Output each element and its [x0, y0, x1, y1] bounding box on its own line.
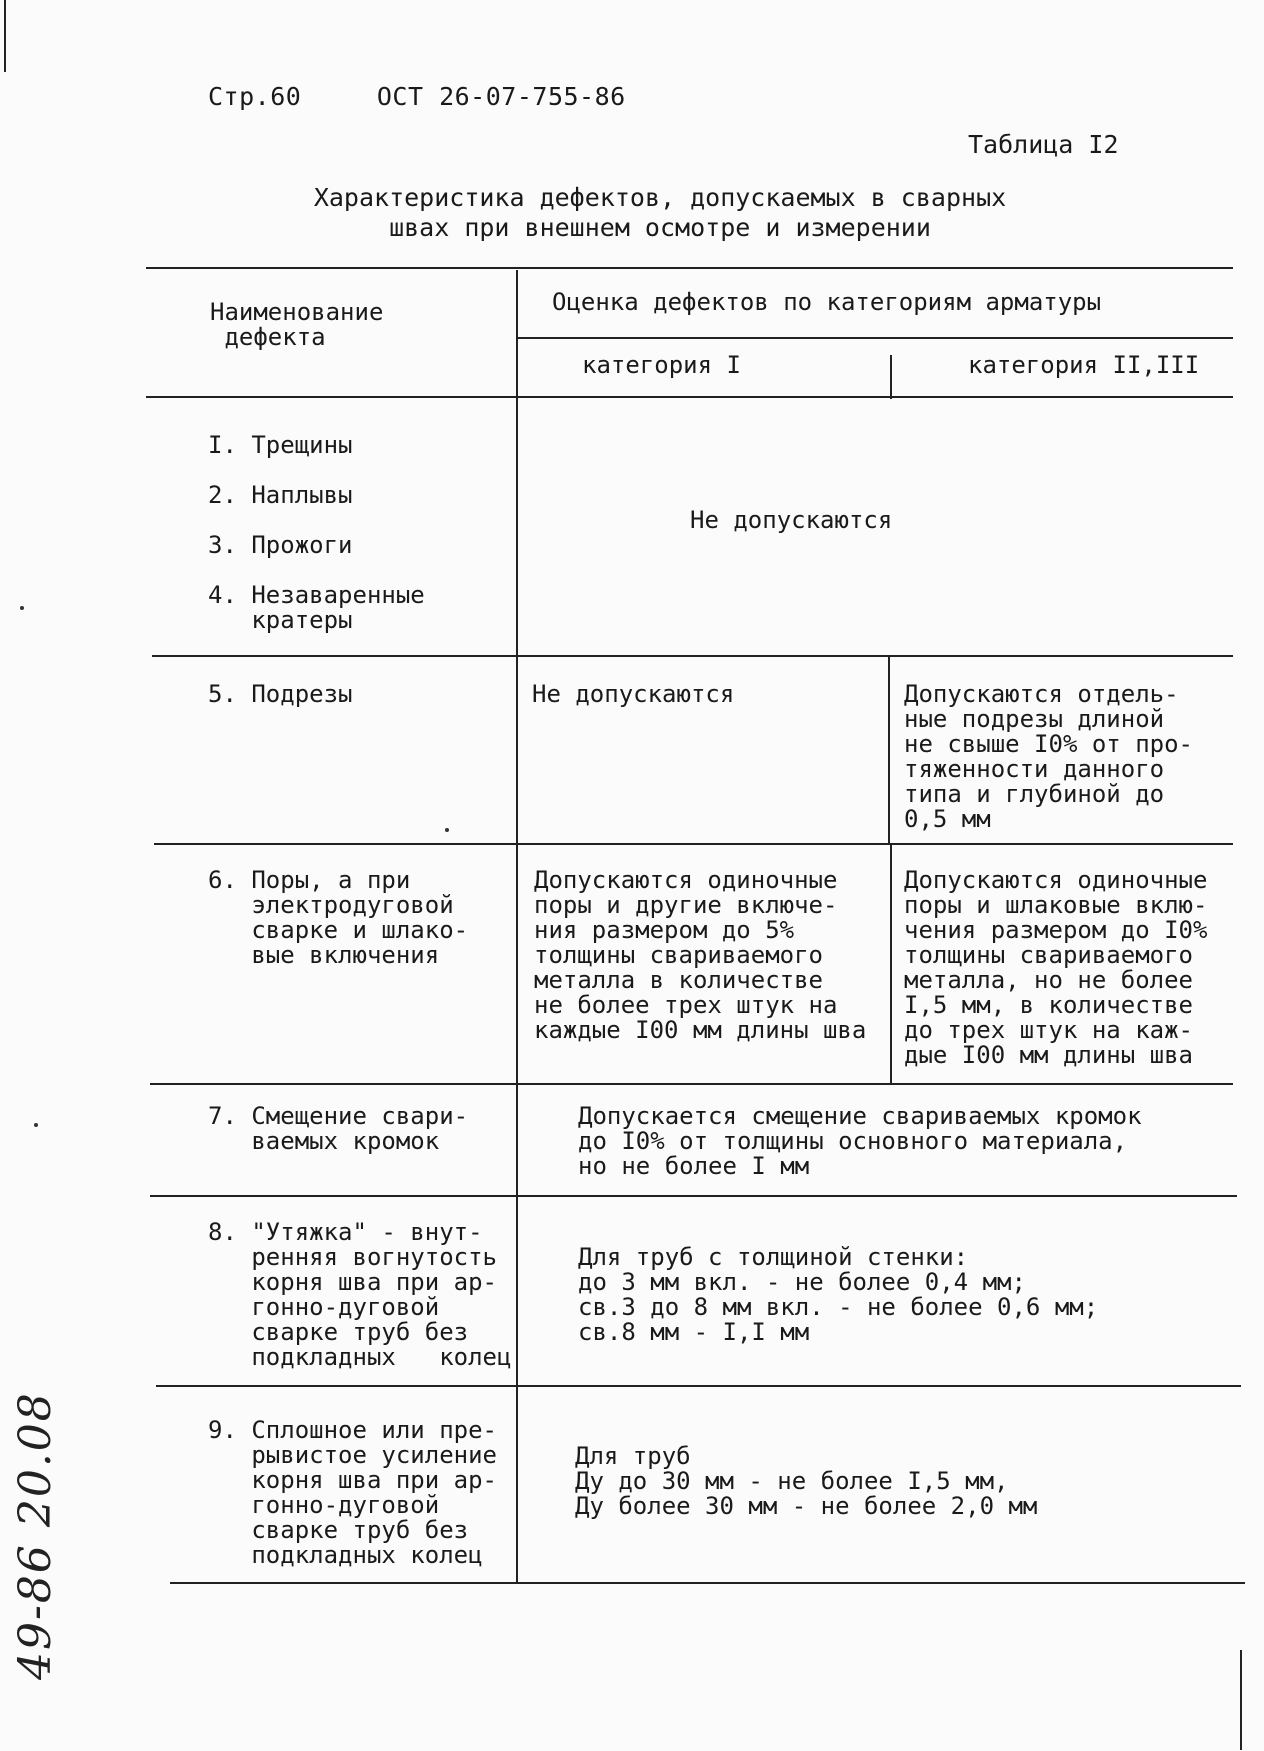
row-rule-4 — [150, 1195, 1237, 1197]
row-1-4-name: I. Трещины 2. Наплывы 3. Прожоги 4. Незаваренные кратеры — [208, 431, 425, 634]
row-6-category-2-3: Допускаются одиночные поры и шлаковые вклю- чения размером до I0% толщины свариваемого металла, но не более I,5 мм, в количестве до трех штук на каж- дые I00 мм длины шва — [904, 866, 1208, 1069]
scan-speck — [34, 1123, 38, 1127]
table-number: Таблица I2 — [968, 130, 1119, 159]
document-title — [250, 183, 1070, 243]
column-header-category-1: категория I — [582, 351, 741, 379]
row-rule-5 — [156, 1385, 1241, 1387]
title-line-2: швах при внешнем осмотре и измерении — [389, 213, 931, 242]
scan-edge-mark — [4, 0, 6, 72]
row-8-name: 8. "Утяжка" - внут- ренняя вогнутость корня шва при ар- гонно-дуговой сварке труб без подкладных колец — [208, 1218, 512, 1371]
scan-speck — [20, 606, 24, 610]
standard-code: ОСТ 26-07-755-86 — [376, 82, 626, 111]
column-divider-row6 — [890, 845, 892, 1083]
table-top-rule — [146, 267, 1233, 269]
page-header — [208, 82, 686, 111]
scan-edge-mark-right — [1240, 1650, 1242, 1750]
row-5-category-2-3: Допускаются отдель- ные подрезы длиной не свыше I0% от про- тяженности данного типа и глубиной до 0,5 мм — [904, 680, 1193, 833]
row-7-name: 7. Смещение свари- ваемых кромок — [208, 1102, 469, 1155]
row-6-name: 6. Поры, а при электродуговой сварке и шлако- вые включения — [208, 866, 469, 969]
header-subdivider — [518, 337, 1233, 339]
row-1-4-assessment: Не допускаются — [690, 506, 893, 534]
column-divider-main — [516, 270, 518, 1582]
row-rule-1 — [152, 655, 1233, 657]
row-7-assessment: Допускается смещение свариваемых кромок до I0% от толщины основного материала, но не более I мм — [578, 1102, 1142, 1180]
row-5-category-1: Не допускаются — [532, 680, 735, 708]
row-6-category-1: Допускаются одиночные поры и другие включе- ния размером до 5% толщины свариваемого металла в количестве не более трех штук на каждые I00 мм длины шва — [534, 866, 867, 1044]
header-bottom-rule — [146, 396, 1233, 398]
column-divider-row5 — [888, 657, 890, 843]
column-header-group: Оценка дефектов по категориям арматуры — [552, 288, 1102, 316]
column-header-defect-name: Наименование дефекта — [210, 298, 384, 351]
column-header-category-2-3: категория II,III — [968, 351, 1200, 379]
row-5-name: 5. Подрезы — [208, 680, 353, 708]
row-rule-2 — [154, 843, 1233, 845]
row-8-assessment: Для труб с толщиной стенки: до 3 мм вкл. - не более 0,4 мм; св.3 до 8 мм вкл. - не более 0,6 мм; св.8 мм - I,I мм — [578, 1243, 1099, 1346]
row-9-assessment: Для труб Ду до 30 мм - не более I,5 мм, Ду более 30 мм - не более 2,0 мм — [575, 1442, 1038, 1520]
row-9-name: 9. Сплошное или пре- рывистое усиление корня шва при ар- гонно-дуговой сварке труб без подкладных колец — [208, 1416, 497, 1569]
page-number: Стр.60 — [208, 82, 302, 111]
title-line-1: Характеристика дефектов, допускаемых в сварных — [313, 183, 1007, 212]
handwritten-margin-stamp: 49-86 20.08 — [10, 1391, 61, 1680]
row-rule-3 — [150, 1083, 1233, 1085]
column-divider-categories — [890, 355, 892, 399]
table-bottom-rule — [170, 1582, 1245, 1584]
scan-speck — [445, 828, 449, 832]
